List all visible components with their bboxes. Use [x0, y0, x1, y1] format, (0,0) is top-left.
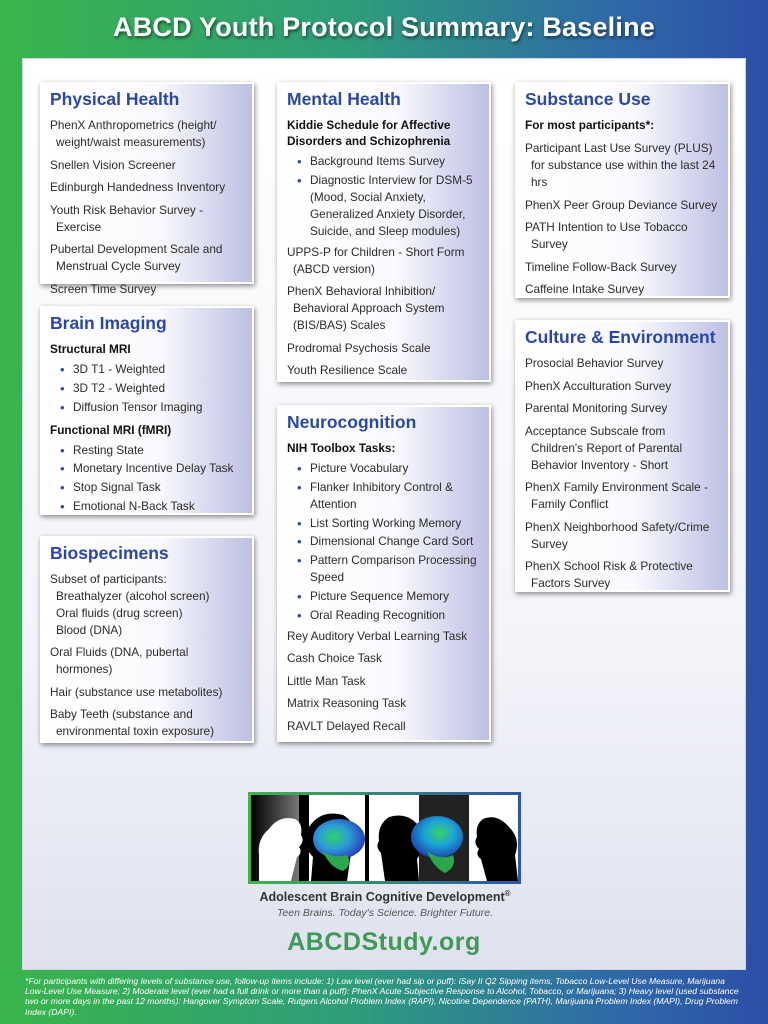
list-item: Little Man Task — [287, 673, 366, 688]
list-item: PhenX Behavioral Inhibition/ Behavioral Approach System (BIS/BAS) Scales — [287, 284, 445, 333]
list-item: • Emotional N-Back Task — [50, 498, 244, 515]
card-heading: Biospecimens — [50, 543, 169, 563]
card-heading: Substance Use — [525, 89, 651, 109]
substance-use-card — [515, 82, 730, 298]
list-item: Youth Risk Behavior Survey - Exercise — [50, 202, 203, 234]
section-label: For most participants*: — [525, 118, 655, 132]
list-item: • 3D T1 - Weighted — [50, 361, 244, 378]
logo-tagline: Teen Brains. Today's Science. Brighter Future. — [276, 907, 493, 920]
list-item: Matrix Reasoning Task — [287, 696, 407, 711]
culture-environment-card — [515, 320, 730, 592]
list-item: • Picture Sequence Memory — [287, 588, 481, 605]
functional-list — [50, 442, 244, 515]
ksads-list — [287, 153, 481, 240]
page-title: ABCD Youth Protocol Summary: Baseline — [113, 12, 655, 42]
list-item: • Monetary Incentive Delay Task — [50, 460, 244, 477]
card-heading: Mental Health — [287, 89, 401, 109]
mental-health-card — [277, 82, 491, 382]
list-item: Breathalyzer (alcohol screen) — [56, 589, 210, 603]
list-item: • Flanker Inhibitory Control & Attention — [287, 479, 481, 513]
list-item: Cash Choice Task — [287, 651, 382, 666]
list-item: Snellen Vision Screener — [50, 157, 176, 172]
list-item: • Dimensional Change Card Sort — [287, 533, 481, 550]
abcd-logo-image — [248, 792, 521, 884]
list-item: Rey Auditory Verbal Learning Task — [287, 628, 468, 643]
list-item: • Resting State — [50, 442, 244, 459]
logo-name — [230, 889, 540, 904]
card-heading: Neurocognition — [287, 412, 417, 432]
list-item: • Diagnostic Interview for DSM-5 (Mood, Social Anxiety, Generalized Anxiety Disorder, Suicide, and Sleep modules) — [287, 172, 481, 240]
section-label: NIH Toolbox Tasks: — [287, 441, 396, 455]
list-item: PATH Intention to Use Tobacco Survey — [525, 220, 688, 251]
card-heading: Culture & Environment — [525, 327, 716, 347]
list-item: PhenX Family Environment Scale - Family Conflict — [525, 480, 708, 511]
logo-name-text: Adolescent Brain Cognitive Development — [259, 890, 505, 905]
card-heading: Physical Health — [50, 89, 180, 109]
list-item: Oral fluids (drug screen) — [56, 606, 183, 620]
list-item: PhenX Anthropometrics (height/ weight/waist measurements) — [50, 118, 217, 149]
list-item: Screen Time Survey — [50, 281, 157, 296]
neurocognition-card — [277, 405, 491, 742]
logo-text — [230, 889, 540, 919]
nih-toolbox-list — [287, 460, 481, 624]
list-item: PhenX Acculturation Survey — [525, 378, 672, 393]
list-item: Prosocial Behavior Survey — [525, 356, 664, 370]
subset-label: Subset of participants: — [50, 572, 167, 586]
list-item: Baby Teeth (substance and environmental toxin exposure) — [50, 707, 215, 738]
section-label: Kiddie Schedule for Affective Disorders and Schizophrenia — [287, 118, 451, 148]
list-item: Participant Last Use Survey (PLUS) for substance use within the last 24 hrs — [525, 141, 716, 189]
list-item: • Diffusion Tensor Imaging — [50, 399, 244, 416]
section-label: Functional MRI (fMRI) — [50, 422, 172, 437]
brain-imaging-card — [40, 306, 254, 515]
list-item: • List Sorting Working Memory — [287, 515, 481, 532]
card-heading: Brain Imaging — [50, 313, 167, 333]
list-item: • Background Items Survey — [287, 153, 481, 170]
list-item: PhenX School Risk & Protective Factors Survey — [525, 559, 693, 590]
list-item: Pubertal Development Scale and Menstrual Cycle Survey — [50, 242, 223, 273]
list-item: • 3D T2 - Weighted — [50, 380, 244, 397]
brain-silhouette-graphic — [251, 795, 518, 881]
list-item: Hair (substance use metabolites) — [50, 684, 223, 699]
list-item: PhenX Neighborhood Safety/Crime Survey — [525, 519, 710, 551]
biospecimens-card — [40, 536, 254, 743]
registered-mark: ® — [504, 889, 511, 898]
list-item: Parental Monitoring Survey — [525, 401, 668, 415]
list-item: Acceptance Subscale from Children's Report of Parental Behavior Inventory - Short — [525, 423, 683, 472]
list-item: Edinburgh Handedness Inventory — [50, 180, 226, 194]
list-item: Blood (DNA) — [56, 623, 123, 637]
list-item: Youth Resilience Scale — [287, 363, 408, 378]
structural-list — [50, 361, 244, 416]
list-item: Caffeine Intake Survey — [525, 282, 645, 296]
site-url[interactable]: ABCDStudy.org — [287, 928, 481, 956]
footnote: *For participants with differing levels of substance use, follow-up items include: 1) Low level (ever had sip or puff): iSay II Q2 Sipping items, Tobacco Low-Level Use Measure, Marijuana Low-Level Use Measure; 2) Moderate level (ever had a full drink or more than a puff): PhenX Acute Subjective Response to Alcohol, Tobacco, or Marijuana; 3) Heavy level (used substance two or more days in the past 12 months): Hangover Symptom Scale, Rutgers Alcohol Problem Index (RAPI), Nicotine Dependence (PATH), Marijuana Problem Index (MAPI), Drug Problem Index (DAPI). — [25, 976, 739, 1017]
list-item: RAVLT Delayed Recall — [287, 718, 406, 733]
list-item: Prodromal Psychosis Scale — [287, 340, 431, 355]
list-item: • Oral Reading Recognition — [287, 607, 481, 624]
list-item: UPPS-P for Children - Short Form (ABCD version) — [287, 244, 465, 276]
list-item: • Picture Vocabulary — [287, 460, 481, 477]
list-item: Timeline Follow-Back Survey — [525, 259, 677, 274]
physical-health-card — [40, 82, 254, 296]
list-item: • Pattern Comparison Processing Speed — [287, 552, 481, 586]
list-item: Oral Fluids (DNA, pubertal hormones) — [50, 645, 189, 676]
list-item: • Stop Signal Task — [50, 479, 244, 496]
list-item: PhenX Peer Group Deviance Survey — [525, 197, 718, 212]
section-label: Structural MRI — [50, 342, 131, 356]
